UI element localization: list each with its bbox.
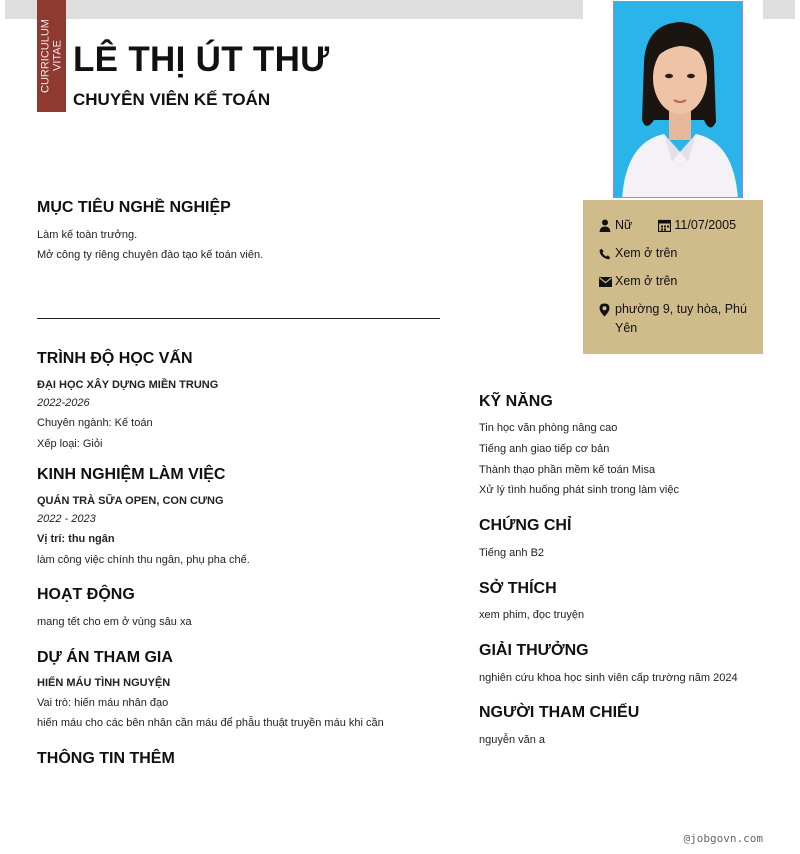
skill-item: Xử lý tình huống phát sinh trong làm việc [479, 484, 679, 496]
experience-title: KINH NGHIỆM LÀM VIỆC [37, 466, 226, 483]
hobby-item: xem phim, đọc truyện [479, 609, 585, 621]
phone-icon [599, 244, 615, 263]
envelope-icon [599, 272, 615, 291]
experience-position: Vị trí: thu ngân [37, 533, 115, 545]
activities-description: mang tết cho em ở vùng sâu xa [37, 616, 192, 628]
education-period: 2022-2026 [37, 397, 90, 409]
project-description: hiến máu cho các bên nhân cần máu để phẫu thuật truyền máu khi cần [37, 717, 384, 729]
gender-birthdate-row [599, 216, 753, 235]
calendar-icon [658, 216, 674, 235]
experience-description: làm công việc chính thu ngân, phụ pha chế. [37, 554, 250, 566]
skills-title: KỸ NĂNG [479, 393, 553, 410]
email-row [599, 272, 753, 291]
certificate-item: Tiếng anh B2 [479, 547, 545, 559]
hobbies-title: SỞ THÍCH [479, 580, 557, 597]
address-value: phường 9, tuy hòa, Phú Yên [615, 302, 747, 335]
objective-line: Làm kế toàn trưởng. [37, 229, 138, 241]
school-name: ĐẠI HỌC XÂY DỰNG MIỀN TRUNG [37, 379, 219, 391]
personal-info-box [583, 200, 763, 354]
objective-title: MỤC TIÊU NGHỀ NGHIỆP [37, 199, 231, 216]
activities-title: HOẠT ĐỘNG [37, 586, 135, 603]
project-role: Vai trò: hiến máu nhân đạo [37, 697, 169, 709]
candidate-name: LÊ THỊ ÚT THƯ [73, 40, 330, 79]
location-pin-icon [599, 300, 615, 319]
reference-item: nguyễn văn a [479, 734, 546, 746]
education-rank: Xếp loại: Giỏi [37, 438, 103, 450]
gender-value: Nữ [615, 218, 633, 232]
skill-item: Thành thạo phần mềm kế toán Misa [479, 464, 656, 476]
skill-item: Tin học văn phòng nâng cao [479, 422, 618, 434]
top-bar-right [763, 0, 795, 19]
watermark-text: @jobgovn.com [683, 832, 763, 845]
profile-photo [613, 1, 743, 198]
address-row [599, 300, 753, 338]
awards-title: GIẢI THƯỞNG [479, 642, 589, 659]
education-major: Chuyên ngành: Kế toán [37, 417, 153, 429]
top-bar-left [5, 0, 583, 19]
portrait-image [614, 2, 743, 198]
certificates-title: CHỨNG CHỈ [479, 517, 572, 534]
references-title: NGƯỜI THAM CHIẾU [479, 704, 640, 721]
award-item: nghiên cứu khoa học sinh viên cấp trường năm 2024 [479, 672, 738, 684]
birthdate-value: 11/07/2005 [674, 218, 737, 232]
company-name: QUÁN TRÀ SỮA OPEN, CON CƯNG [37, 495, 224, 507]
projects-title: DỰ ÁN THAM GIA [37, 649, 173, 666]
phone-row [599, 244, 753, 263]
project-name: HIẾN MÁU TÌNH NGUYỆN [37, 677, 171, 689]
education-title: TRÌNH ĐỘ HỌC VẤN [37, 350, 193, 367]
person-icon [599, 216, 615, 235]
email-value: Xem ở trên [615, 274, 678, 288]
section-divider [37, 318, 440, 319]
phone-value: Xem ở trên [615, 246, 678, 260]
job-title: CHUYÊN VIÊN KẾ TOÁN [73, 90, 271, 109]
more-info-title: THÔNG TIN THÊM [37, 750, 175, 767]
objective-line: Mở công ty riêng chuyên đào tạo kế toán viên. [37, 249, 264, 261]
skill-item: Tiếng anh giao tiếp cơ bản [479, 443, 610, 455]
experience-period: 2022 - 2023 [37, 513, 96, 525]
ribbon-label: CURRICULUM VITAE [39, 19, 64, 93]
